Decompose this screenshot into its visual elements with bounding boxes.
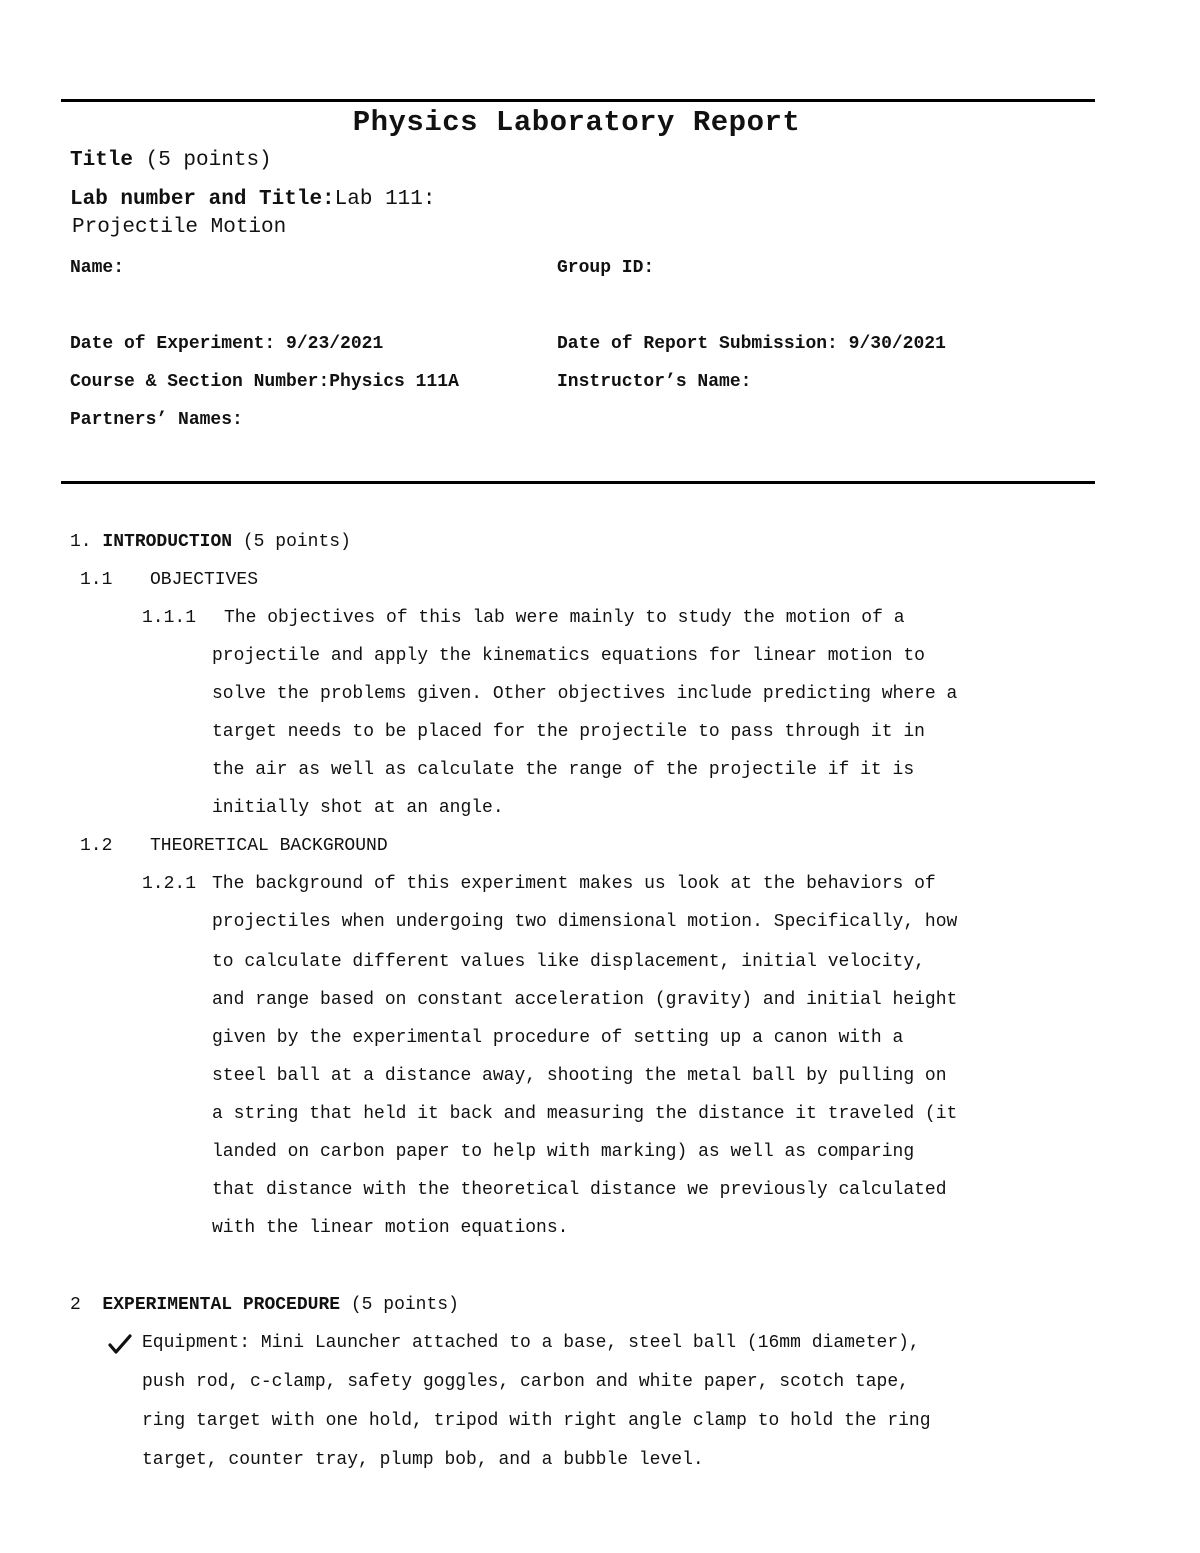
partners-label: Partners’ Names:	[70, 410, 243, 430]
background-number: 1.2	[80, 836, 113, 856]
intro-number: 1.	[70, 532, 92, 552]
objectives-item-number: 1.1.1	[142, 608, 197, 628]
background-line: landed on carbon paper to help with marking) as well as comparing	[212, 1142, 915, 1162]
objectives-line: target needs to be placed for the projectile to pass through it in	[212, 722, 925, 742]
equipment-line: ring target with one hold, tripod with right angle clamp to hold the ring	[142, 1411, 931, 1431]
procedure-points: (5 points)	[350, 1295, 459, 1315]
page-title: Physics Laboratory Report	[352, 106, 801, 139]
lab-label: Lab number and Title:	[70, 188, 335, 211]
header-bottom-divider	[61, 481, 1095, 484]
group-id-label: Group ID:	[557, 258, 655, 278]
objectives-line: projectile and apply the kinematics equations for linear motion to	[212, 646, 925, 666]
introduction-heading	[70, 523, 351, 561]
top-divider	[61, 99, 1095, 102]
date-exp-label: Date of Experiment:	[70, 334, 276, 354]
background-line: to calculate different values like displacement, initial velocity,	[212, 952, 925, 972]
objectives-line: the air as well as calculate the range of the projectile if it is	[212, 760, 915, 780]
equipment-line: Equipment: Mini Launcher attached to a base, steel ball (16mm diameter),	[142, 1333, 920, 1353]
procedure-number: 2	[70, 1295, 81, 1315]
objectives-line: initially shot at an angle.	[212, 798, 504, 818]
date-sub-label: Date of Report Submission:	[557, 334, 838, 354]
objectives-number: 1.1	[80, 570, 113, 590]
lab-number-field	[70, 188, 435, 211]
date-of-submission	[557, 334, 946, 354]
title-points: (5 points)	[145, 149, 272, 172]
background-heading: THEORETICAL BACKGROUND	[150, 836, 388, 856]
date-sub-value: 9/30/2021	[848, 334, 946, 354]
objectives-line: The objectives of this lab were mainly to study the motion of a	[224, 608, 905, 628]
date-of-experiment	[70, 334, 383, 354]
equipment-line: push rod, c-clamp, safety goggles, carbon and white paper, scotch tape,	[142, 1372, 909, 1392]
course-value: Physics 111A	[329, 372, 459, 392]
background-line: that distance with the theoretical distance we previously calculated	[212, 1180, 947, 1200]
instructor-label: Instructor’s Name:	[557, 372, 752, 392]
background-line: a string that held it back and measuring the distance it traveled (it	[212, 1104, 958, 1124]
background-line: projectiles when undergoing two dimensional motion. Specifically, how	[212, 912, 958, 932]
objectives-heading: OBJECTIVES	[150, 570, 259, 590]
title-section-heading	[70, 149, 272, 172]
background-line: given by the experimental procedure of setting up a canon with a	[212, 1028, 904, 1048]
objectives-line: solve the problems given. Other objectives include predicting where a	[212, 684, 958, 704]
equipment-line: target, counter tray, plump bob, and a bubble level.	[142, 1450, 704, 1470]
procedure-heading	[70, 1286, 459, 1324]
background-line: steel ball at a distance away, shooting the metal ball by pulling on	[212, 1066, 947, 1086]
intro-points: (5 points)	[242, 532, 351, 552]
check-mark-icon	[108, 1333, 132, 1355]
title-label: Title	[70, 149, 134, 172]
name-label: Name:	[70, 258, 125, 278]
lab-value-line1: Lab 111:	[334, 188, 436, 211]
background-item-number: 1.2.1	[142, 874, 197, 894]
lab-value-line2: Projectile Motion	[72, 216, 287, 239]
background-line: The background of this experiment makes us look at the behaviors of	[212, 874, 936, 894]
background-line: and range based on constant acceleration (gravity) and initial height	[212, 990, 958, 1010]
course-label: Course & Section Number:	[70, 372, 330, 392]
background-line: with the linear motion equations.	[212, 1218, 569, 1238]
course-section	[70, 372, 459, 392]
date-exp-value: 9/23/2021	[286, 334, 384, 354]
procedure-heading-text: EXPERIMENTAL PROCEDURE	[102, 1295, 341, 1315]
intro-heading-text: INTRODUCTION	[102, 532, 233, 552]
